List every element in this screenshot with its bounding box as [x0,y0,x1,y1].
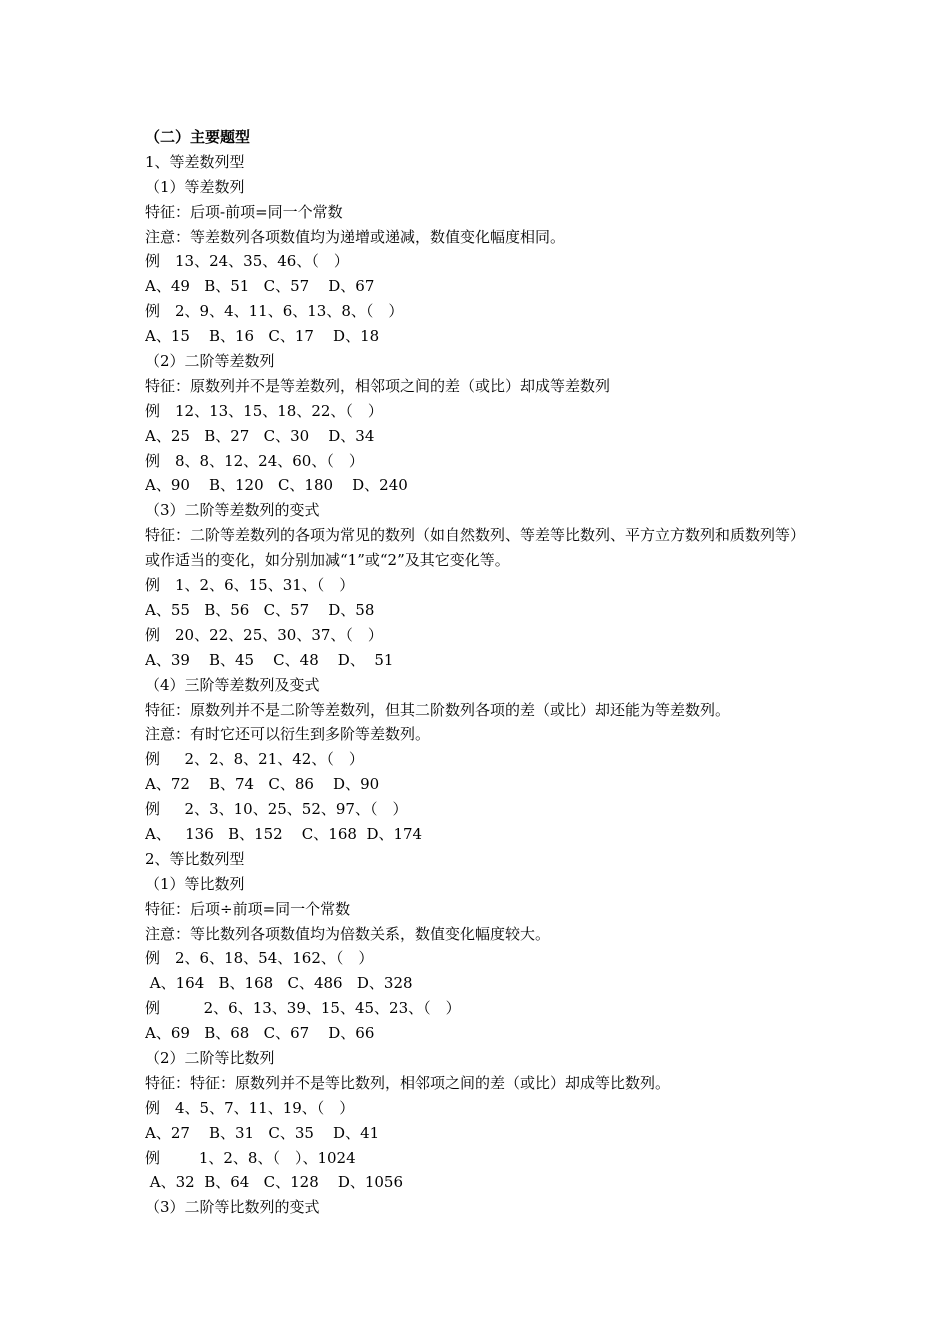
note-text: 注意：等比数列各项数值均为倍数关系，数值变化幅度较大。 [145,924,551,943]
example-options: A、55 B、56 C、57 D、58 [145,600,375,619]
example-question: 例 13、24、35、46、（ ） [145,252,349,271]
feature-text: 特征：后项÷前项=同一个常数 [145,899,351,918]
example-options: A、15 B、16 C、17 D、18 [145,327,380,346]
type-heading: 2、等比数列型 [145,849,245,868]
example-options: A、164 B、168 C、486 D、328 [145,974,413,993]
example-options: A、72 B、74 C、86 D、90 [145,775,380,794]
example-question: 例 12、13、15、18、22、（ ） [145,401,383,420]
example-options: A、39 B、45 C、48 D、 51 [145,650,394,669]
subsection-heading: （1）等差数列 [145,177,245,196]
example-question: 例 8、8、12、24、60、（ ） [145,451,364,470]
feature-text: 特征：二阶等差数列的各项为常见的数列（如自然数列、等差等比数列、平方立方数列和质数列等）或作适当的变化，如分别加减“1”或“2”及其它变化等。 [145,526,806,570]
example-options: A、 136 B、152 C、168 D、174 [145,824,423,843]
note-text: 注意：等差数列各项数值均为递增或递减，数值变化幅度相同。 [145,227,566,246]
example-options: A、49 B、51 C、57 D、67 [145,277,375,296]
example-question: 例 20、22、25、30、37、（ ） [145,625,383,644]
subsection-heading: （3）二阶等比数列的变式 [145,1198,320,1217]
subsection-heading: （2）二阶等差数列 [145,352,275,371]
example-question: 例 1、2、8、（ ）、1024 [145,1148,356,1167]
example-options: A、27 B、31 C、35 D、41 [145,1123,380,1142]
example-question: 例 1、2、6、15、31、（ ） [145,576,355,595]
example-options: A、69 B、68 C、67 D、66 [145,1024,375,1043]
example-question: 例 2、2、8、21、42、（ ） [145,750,364,769]
example-options: A、32 B、64 C、128 D、1056 [145,1173,404,1192]
type-heading: 1、等差数列型 [145,152,245,171]
subsection-heading: （3）二阶等差数列的变式 [145,501,320,520]
example-question: 例 2、3、10、25、52、97、（ ） [145,800,408,819]
section-heading: （二）主要题型 [145,128,251,146]
example-question: 例 4、5、7、11、19、（ ） [145,1098,355,1117]
document-body [145,125,815,1220]
feature-text: 特征：后项-前项=同一个常数 [145,202,343,221]
feature-text: 特征：特征：原数列并不是等比数列，相邻项之间的差（或比）却成等比数列。 [145,1073,671,1092]
subsection-heading: （4）三阶等差数列及变式 [145,675,320,694]
subsection-heading: （2）二阶等比数列 [145,1048,275,1067]
example-question: 例 2、6、18、54、162、（ ） [145,949,374,968]
note-text: 注意：有时它还可以衍生到多阶等差数列。 [145,725,431,744]
feature-text: 特征：原数列并不是二阶等差数列，但其二阶数列各项的差（或比）却还能为等差数列。 [145,700,731,719]
example-question: 例 2、6、13、39、15、45、23、（ ） [145,999,461,1018]
example-question: 例 2、9、4、11、6、13、8、（ ） [145,302,404,321]
example-options: A、90 B、120 C、180 D、240 [145,476,408,495]
subsection-heading: （1）等比数列 [145,874,245,893]
example-options: A、25 B、27 C、30 D、34 [145,426,375,445]
feature-text: 特征：原数列并不是等差数列，相邻项之间的差（或比）却成等差数列 [145,376,611,395]
